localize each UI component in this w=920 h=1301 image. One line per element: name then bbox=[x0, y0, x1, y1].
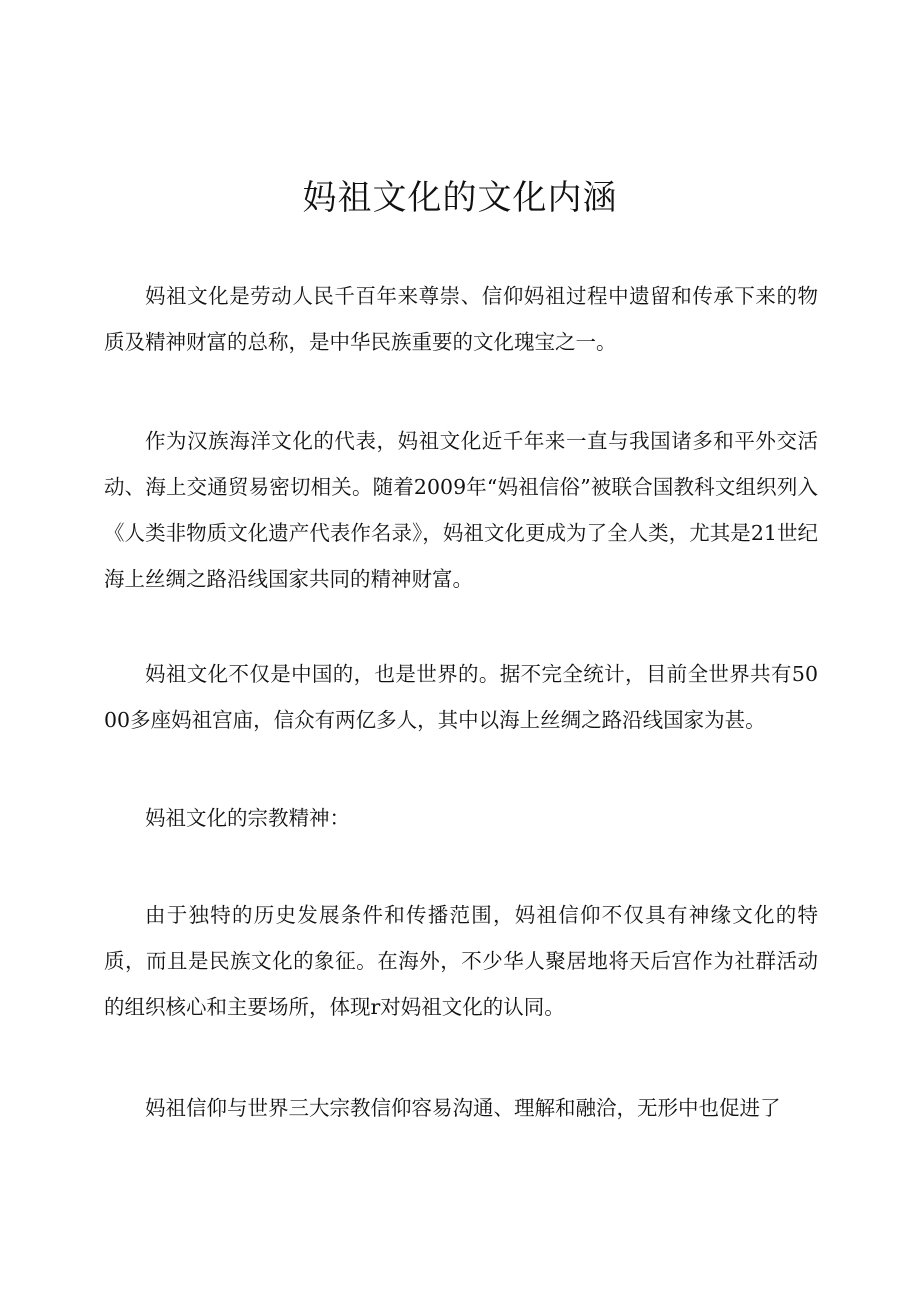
paragraph-ocean-culture: 作为汉族海洋文化的代表，妈祖文化近千年来一直与我国诸多和平外交活动、海上交通贸易密切相关。随着2009年“妈祖信俗”被联合国教科文组织列入《人类非物质文化遗产代表作名录》，妈祖文化更成为了全人类，尤其是21世纪海上丝绸之路沿线国家共同的精神财富。 bbox=[104, 429, 818, 591]
document-title: 妈祖文化的文化内涵 bbox=[302, 178, 618, 218]
paragraph-national-symbol: 由于独特的历史发展条件和传播范围，妈祖信仰不仅具有神缘文化的特质，而且是民族文化的象征。在海外，不少华人聚居地将天后宫作为社群活动的组织核心和主要场所，体现r对妈祖文化的认同。 bbox=[104, 903, 818, 1019]
paragraph-three-religions: 妈祖信仰与世界三大宗教信仰容易沟通、理解和融洽，无形中也促进了 bbox=[145, 1096, 781, 1120]
paragraph-worldwide: 妈祖文化不仅是中国的，也是世界的。据不完全统计，目前全世界共有5000多座妈祖宫庙，信众有两亿多人，其中以海上丝绸之路沿线国家为甚。 bbox=[104, 662, 818, 732]
paragraph-religious-spirit-heading: 妈祖文化的宗教精神： bbox=[145, 806, 350, 830]
paragraph-intro: 妈祖文化是劳动人民千百年来尊崇、信仰妈祖过程中遗留和传承下来的物质及精神财富的总称，是中华民族重要的文化瑰宝之一。 bbox=[104, 284, 818, 354]
